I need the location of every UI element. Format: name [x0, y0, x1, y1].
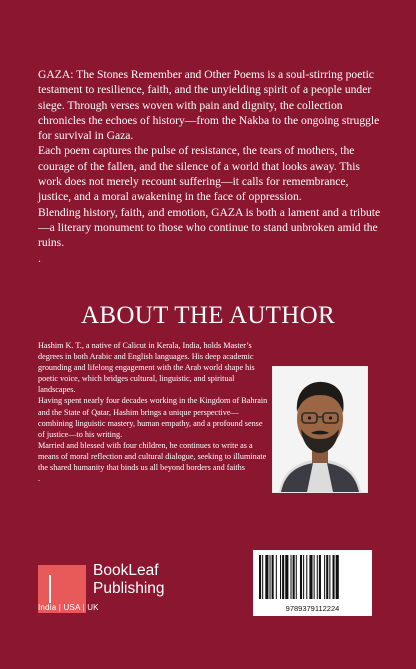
- publisher-locations: India | USA | UK: [38, 603, 99, 612]
- barcode-bars: [253, 550, 372, 602]
- about-author-heading: ABOUT THE AUTHOR: [81, 302, 335, 329]
- author-bio: [38, 340, 268, 484]
- bio-paragraph: Having spent nearly four decades working in the Kingdom of Bahrain and the State of Qatar, Hashim brings a unique perspective—combining linguistic mastery, human empathy, and a profound sense of justice—to his writing.: [38, 396, 268, 439]
- publisher-branding: [38, 562, 178, 622]
- blurb-paragraph: Each poem captures the pulse of resistance, the tears of mothers, the courage of the fallen, and the silence of a world that looks away. This work does not merely recount suffering—it calls for remembrance, justice, and a moral awakening in the face of oppression.: [38, 144, 360, 204]
- author-portrait-image: [273, 367, 367, 492]
- isbn-barcode: [253, 550, 372, 616]
- isbn-number: 9789379112224: [285, 604, 340, 613]
- bio-paragraph: Married and blessed with four children, he continues to write as a means of moral reflection and cultural dialogue, seeking to illuminate the shared humanity that binds us all beyond borders and faiths: [38, 440, 267, 473]
- blurb-paragraph: Blending history, faith, and emotion, GAZA is both a lament and a tribute—a literary monument to those who continue to stand unbroken amid the ruins.: [38, 205, 381, 250]
- blurb-paragraph: .: [38, 251, 41, 265]
- back-cover-blurb: [38, 67, 384, 266]
- bio-paragraph: .: [38, 474, 41, 484]
- author-photo: [272, 366, 368, 493]
- publisher-name-line1: BookLeaf: [93, 562, 159, 579]
- publisher-name: [93, 562, 165, 598]
- bio-paragraph: Hashim K. T., a native of Calicut in Kerala, India, holds Master’s degrees in both Arabic and English languages. His deep academic grounding and lifelong engagement with the Arab world shape his poetic voice, which bridges cultural, linguistic, and spiritual landscapes.: [38, 341, 255, 395]
- blurb-paragraph: GAZA: The Stones Remember and Other Poems is a soul-stirring poetic testament to resilience, faith, and the unyielding spirit of a people under siege. Through verses woven with pain and dignity, the collection chronicles the echoes of history—from the Nakba to the ongoing struggle for survival in Gaza.: [38, 68, 380, 143]
- publisher-name-line2: Publishing: [93, 580, 165, 597]
